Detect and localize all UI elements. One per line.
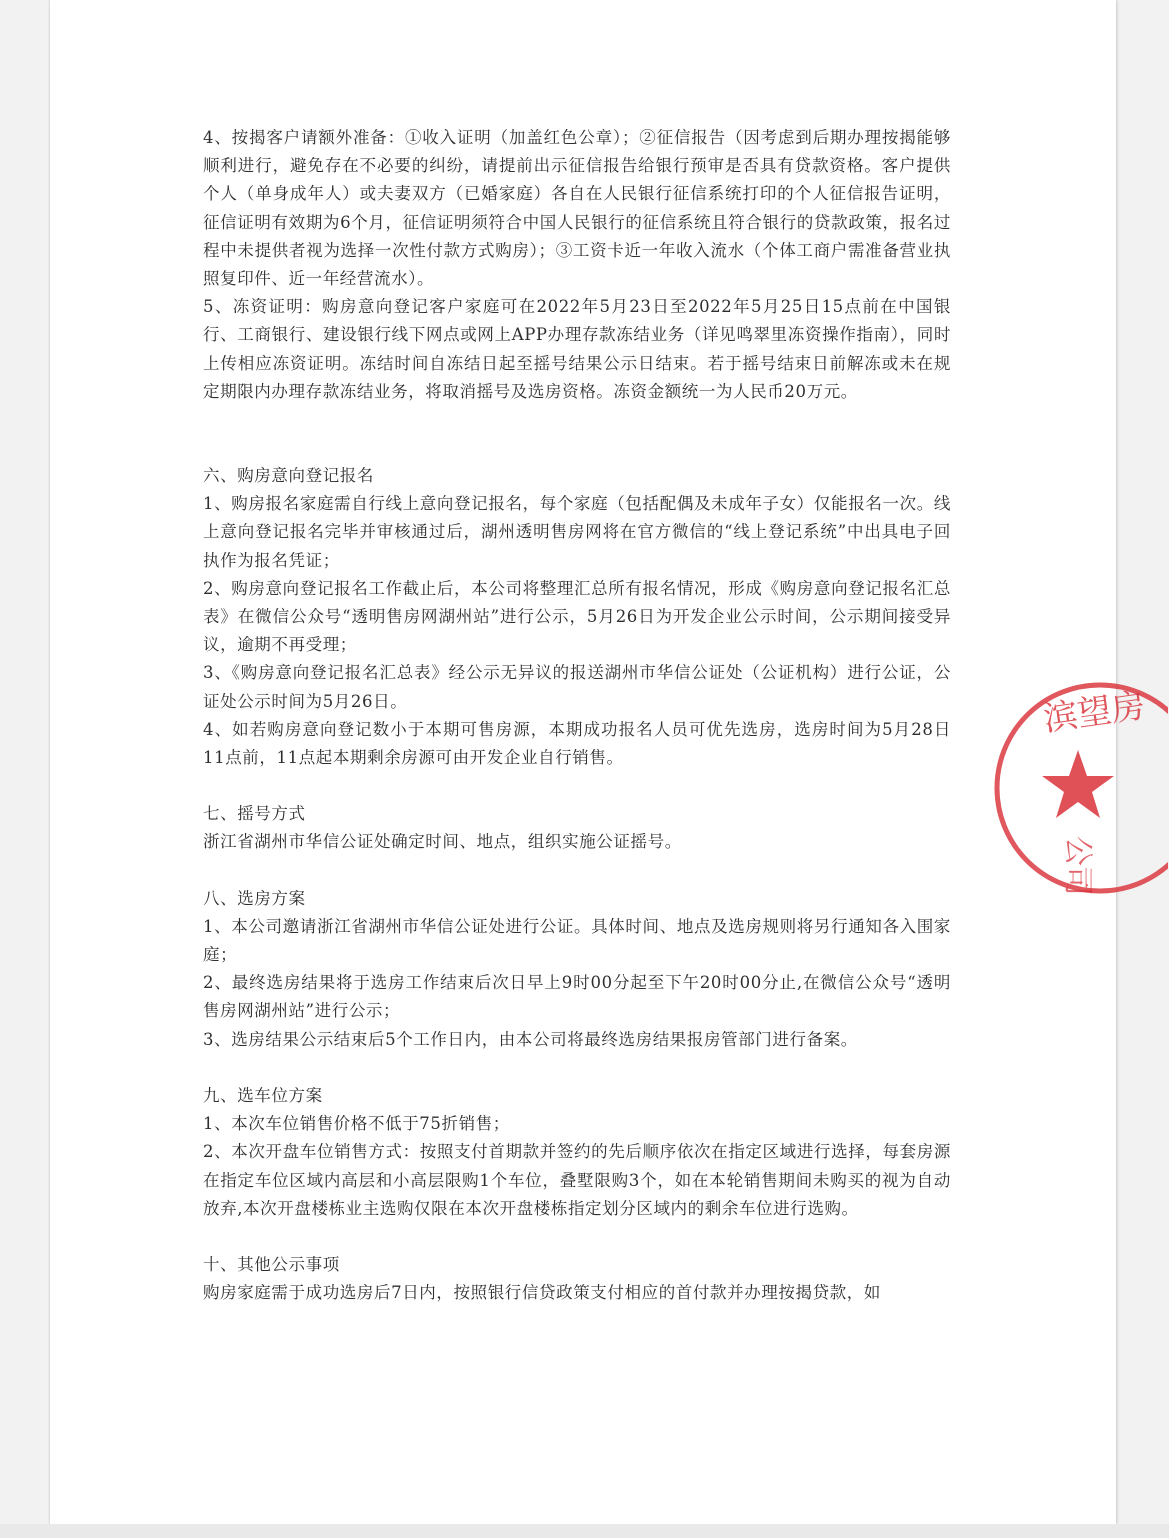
section10-text: 购房家庭需于成功选房后7日内，按照银行信贷政策支付相应的首付款并办理按揭贷款，如 — [203, 1283, 881, 1303]
section8-item-1: 1、本公司邀请浙江省湖州市华信公证处进行公证。具体时间、地点及选房规则将另行通知各入围家庭； — [203, 916, 951, 965]
section6-item-3: 3、《购房意向登记报名汇总表》经公示无异议的报送湖州市华信公证处（公证机构）进行公证，公证处公示时间为5月26日。 — [203, 663, 951, 711]
seal-bottom-text: 公司 — [1060, 836, 1095, 896]
section8-item-3: 3、选房结果公示结束后5个工作日内，由本公司将最终选房结果报房管部门进行备案。 — [203, 1029, 858, 1049]
section9-heading: 九、选车位方案 — [203, 1085, 323, 1105]
section7-heading: 七、摇号方式 — [203, 804, 306, 824]
section9-item-1: 1、本次车位销售价格不低于75折销售； — [203, 1114, 510, 1134]
section6-item-4: 4、如若购房意向登记数小于本期可售房源，本期成功报名人员可优先选房，选房时间为5月28日11点前，11点起本期剩余房源可由开发企业自行销售。 — [203, 719, 951, 768]
section10-heading: 十、其他公示事项 — [203, 1254, 340, 1274]
section6-heading: 六、购房意向登记报名 — [203, 466, 374, 486]
section8-heading: 八、选房方案 — [203, 888, 306, 908]
paragraph-item4: 4、按揭客户请额外准备：①收入证明（加盖红色公章）；②征信报告（因考虑到后期办理按揭能够顺利进行，避免存在不必要的纠纷，请提前出示征信报告给银行预审是否具有贷款资格。客户提供个人（单身成年人）或夫妻双方（已婚家庭）各自在人民银行征信系统打印的个人征信报告证明，征信证明有效期为6个月，征信证明须符合中国人民银行的征信系统且符合银行的贷款政策，报名过程中未提供者视为选择一次性付款方式购房）；③工资卡近一年收入流水（个体工商户需准备营业执照复印件、近一年经营流水）。 — [203, 128, 951, 289]
section6-item-2: 2、购房意向登记报名工作截止后，本公司将整理汇总所有报名情况，形成《购房意向登记报名汇总表》在微信公众号“透明售房网湖州站”进行公示，5月26日为开发企业公示时间，公示期间接受异议，逾期不再受理； — [203, 578, 951, 655]
section7-text: 浙江省湖州市华信公证处确定时间、地点，组织实施公证摇号。 — [203, 832, 682, 852]
document-page — [50, 0, 1116, 1524]
section6-item-1: 1、购房报名家庭需自行线上意向登记报名，每个家庭（包括配偶及未成年子女）仅能报名一次。线上意向登记报名完毕并审核通过后，湖州透明售房网将在官方微信的“线上登记系统”中出具电子回执作为报名凭证； — [203, 494, 951, 570]
document-body — [203, 124, 951, 1307]
section8-item-2: 2、最终选房结果将于选房工作结束后次日早上9时00分起至下午20时00分止,在微信公众号“透明售房网湖州站”进行公示； — [203, 973, 951, 1021]
seal-top-text: 滨望房 — [1041, 685, 1148, 740]
viewer-bottom-edge — [0, 1524, 1169, 1538]
section9-item-2: 2、本次开盘车位销售方式：按照支付首期款并签约的先后顺序依次在指定区域进行选择，每套房源在指定车位区域内高层和小高层限购1个车位，叠墅限购3个，如在本轮销售期间未购买的视为自动放弃,本次开盘楼栋业主选购仅限在本次开盘楼栋指定划分区域内的剩余车位进行选购。 — [203, 1142, 951, 1218]
paragraph-item5: 5、冻资证明：购房意向登记客户家庭可在2022年5月23日至2022年5月25日15点前在中国银行、工商银行、建设银行线下网点或网上APP办理存款冻结业务（详见鸣翠里冻资操作指南），同时上传相应冻资证明。冻结时间自冻结日起至摇号结果公示日结束。若于摇号结束日前解冻或未在规定期限内办理存款冻结业务，将取消摇号及选房资格。冻资金额统一为人民币20万元。 — [203, 297, 951, 401]
